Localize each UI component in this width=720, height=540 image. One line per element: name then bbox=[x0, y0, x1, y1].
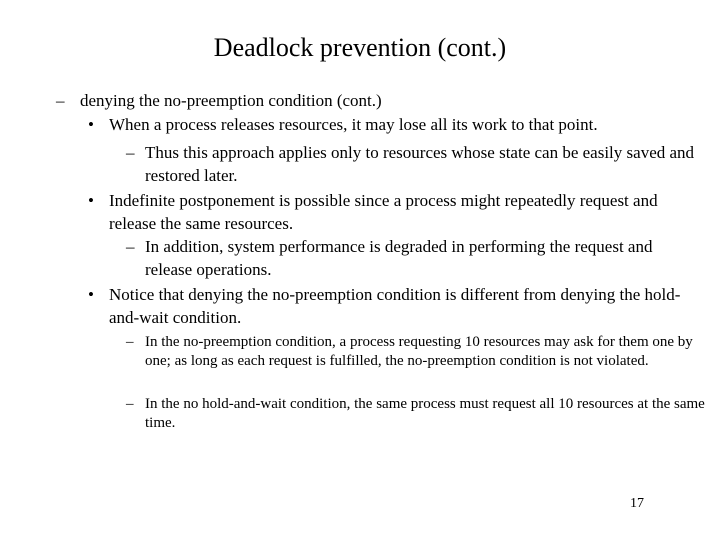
sub-text: In addition, system performance is degraded in performing the request and release operations. bbox=[145, 237, 653, 279]
slide-title: Deadlock prevention (cont.) bbox=[213, 33, 507, 62]
dash-marker: – bbox=[126, 237, 135, 256]
sub-item bbox=[126, 235, 685, 281]
sub-text: In the no hold-and-wait condition, the same process must request all 10 resources at the same time. bbox=[145, 396, 705, 431]
page-number: 17 bbox=[630, 496, 644, 511]
dash-marker: – bbox=[126, 396, 134, 412]
bullet-marker: • bbox=[88, 191, 94, 210]
bullet-text: Notice that denying the no-preemption condition is different from denying the hold-and-wait condition. bbox=[109, 285, 681, 327]
bullet-item bbox=[88, 113, 719, 136]
sub-text: In the no-preemption condition, a process requesting 10 resources may ask for them one by one; as long as each request is fulfilled, the no-preemption condition is not violated. bbox=[145, 334, 693, 369]
level1-item bbox=[56, 89, 720, 112]
bullet-item bbox=[88, 189, 689, 235]
bullet-item bbox=[88, 283, 689, 329]
bullet-marker: • bbox=[88, 285, 94, 304]
bullet-text: Indefinite postponement is possible since a process might repeatedly request and release the same resources. bbox=[109, 191, 658, 233]
dash-marker: – bbox=[56, 91, 65, 110]
dash-marker: – bbox=[126, 334, 134, 350]
dash-marker: – bbox=[126, 143, 135, 162]
sub-text: Thus this approach applies only to resources whose state can be easily saved and restored later. bbox=[145, 143, 695, 185]
bullet-marker: • bbox=[88, 115, 94, 134]
level1-text: denying the no-preemption condition (cont.) bbox=[80, 91, 382, 110]
bullet-text: When a process releases resources, it may lose all its work to that point. bbox=[109, 115, 598, 134]
sub-item bbox=[126, 333, 710, 371]
sub-item bbox=[126, 141, 695, 187]
sub-item bbox=[126, 395, 710, 433]
